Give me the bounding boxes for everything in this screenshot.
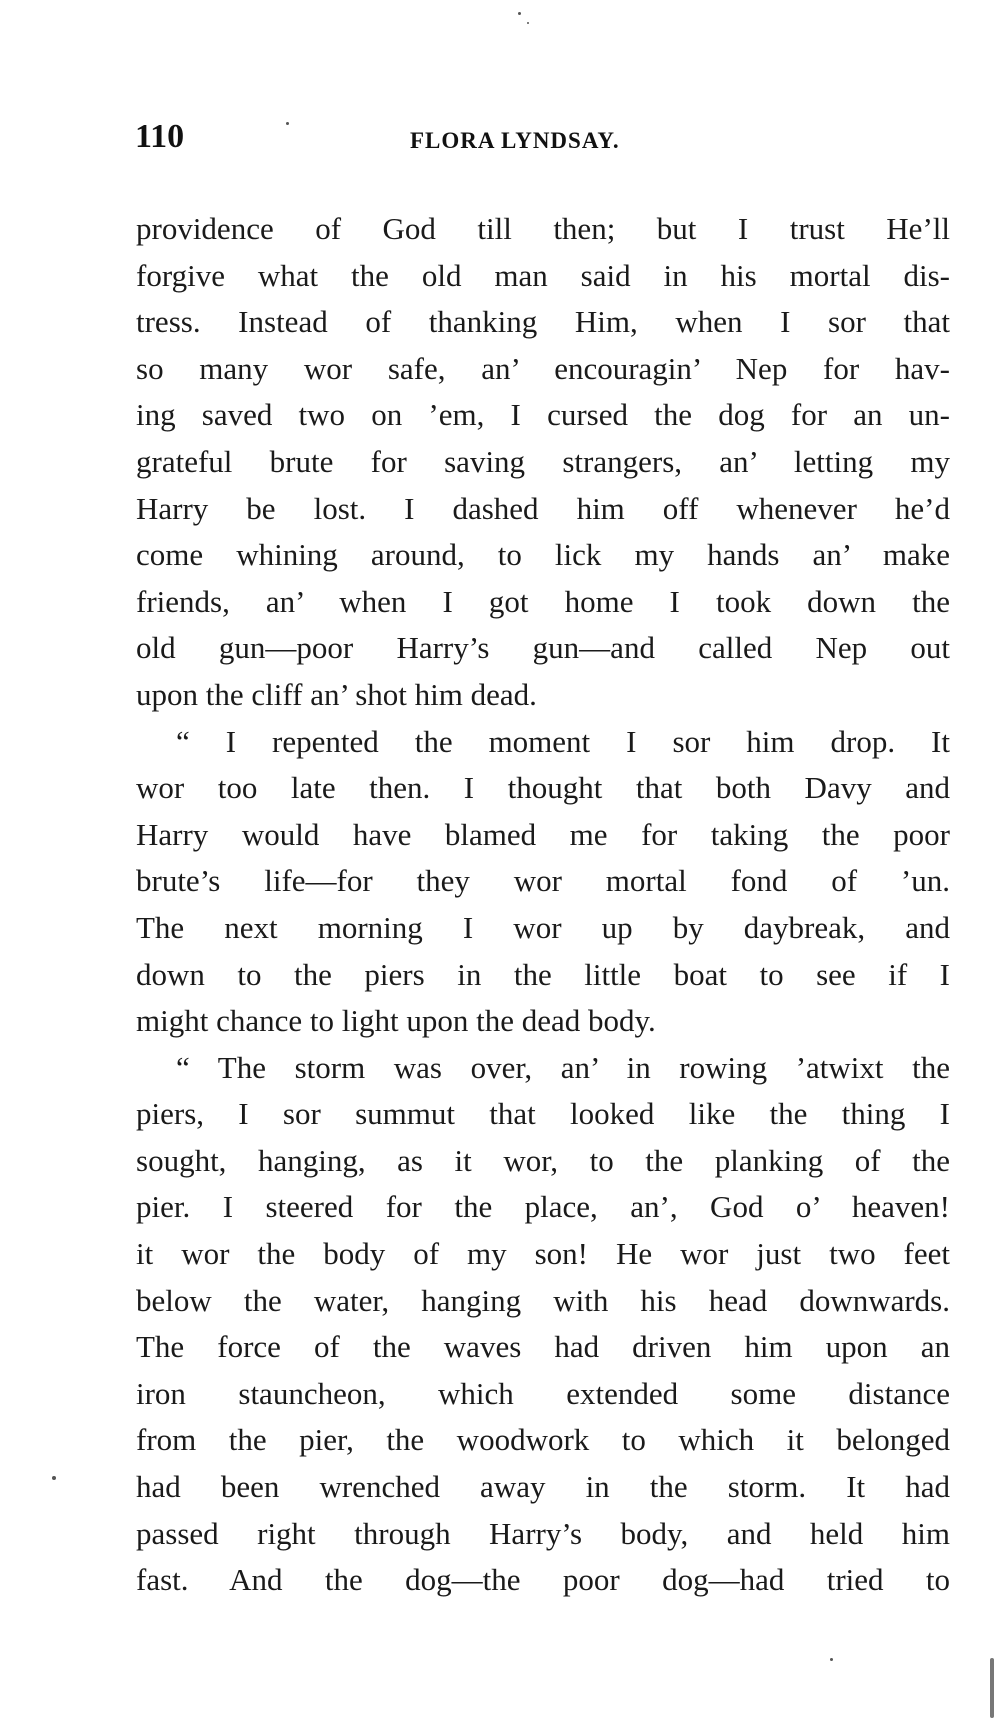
text-line: The next morning I wor up by daybreak, and xyxy=(136,909,950,945)
text-line: ing saved two on ’em, I cursed the dog for an un- xyxy=(136,397,950,433)
scan-speck xyxy=(286,122,289,125)
text-line: come whining around, to lick my hands an’ make xyxy=(136,537,950,573)
text-line: from the pier, the woodwork to which it belonged xyxy=(136,1422,950,1458)
text-line: Harry would have blamed me for taking the poor xyxy=(136,816,950,852)
text-line: old gun—poor Harry’s gun—and called Nep out xyxy=(136,630,950,666)
text-line: wor too late then. I thought that both Davy and xyxy=(136,770,950,806)
text-line: iron stauncheon, which extended some distance xyxy=(136,1375,950,1411)
scan-speck xyxy=(830,1658,833,1661)
text-line: had been wrenched away in the storm. It had xyxy=(136,1469,950,1505)
scan-speck xyxy=(527,22,529,24)
page-header xyxy=(135,118,950,168)
text-line: upon the cliff an’ shot him dead. xyxy=(136,676,537,712)
text-line: tress. Instead of thanking Him, when I sor that xyxy=(136,304,950,340)
text-line: providence of God till then; but I trust He’ll xyxy=(136,211,950,246)
text-line: sought, hanging, as it wor, to the planking of the xyxy=(136,1142,950,1178)
running-head: FLORA LYNDSAY. xyxy=(410,128,620,153)
scan-speck xyxy=(518,12,521,15)
text-line: down to the piers in the little boat to see if I xyxy=(136,956,950,992)
text-line: forgive what the old man said in his mortal dis- xyxy=(136,257,950,293)
text-line: friends, an’ when I got home I took down the xyxy=(136,583,950,619)
text-line: “ I repented the moment I sor him drop. It xyxy=(176,723,950,759)
text-line: below the water, hanging with his head downwards. xyxy=(136,1282,950,1318)
text-line: passed right through Harry’s body, and held him xyxy=(136,1515,950,1551)
text-line: pier. I steered for the place, an’, God o’ heaven! xyxy=(136,1189,950,1225)
scan-speck xyxy=(52,1476,56,1480)
text-line: grateful brute for saving strangers, an’ letting my xyxy=(136,443,950,479)
text-line: “ The storm was over, an’ in rowing ’atwixt the xyxy=(176,1049,950,1085)
text-line: brute’s life—for they wor mortal fond of ’un. xyxy=(136,863,950,899)
text-line: fast. And the dog—the poor dog—had tried to xyxy=(136,1562,950,1598)
text-line: piers, I sor summut that looked like the thing I xyxy=(136,1096,950,1132)
text-line: might chance to light upon the dead body. xyxy=(136,1003,656,1039)
text-line: so many wor safe, an’ encouragin’ Nep for hav- xyxy=(136,350,950,386)
body-text xyxy=(136,206,950,1604)
scan-edge-mark xyxy=(990,1658,994,1718)
page-number: 110 xyxy=(135,118,185,155)
text-line: Harry be lost. I dashed him off whenever he’d xyxy=(136,490,950,526)
text-line: The force of the waves had driven him upon an xyxy=(136,1329,950,1365)
text-line: it wor the body of my son! He wor just two feet xyxy=(136,1236,950,1272)
